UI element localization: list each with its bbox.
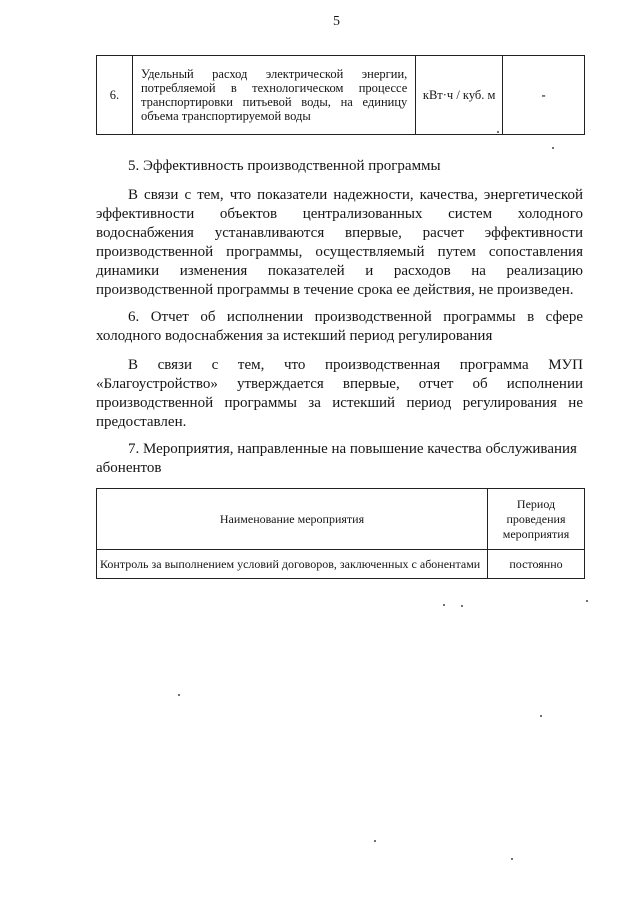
scan-speck <box>374 840 376 842</box>
table-row <box>97 56 585 135</box>
row-number: 6. <box>97 56 133 135</box>
section-6-text: В связи с тем, что производственная программа МУП «Благоустройство» утверждается впервые, отчет об исполнении производственной программы за истекший период регулирования не предоставлен. <box>96 357 583 430</box>
section-5-text: В связи с тем, что показатели надежности, качества, энергетической эффективности объектов централизованных систем холодного водоснабжения устанавливаются впервые, расчет эффективности производственной программы, осуществляемый путем сопоставления динамики изменения показателей и расходов на реализацию производственной программы в течение срока ее действия, не произведен. <box>96 187 583 298</box>
indicator-value: - <box>503 56 585 135</box>
scan-speck <box>540 715 542 717</box>
measure-period: постоянно <box>488 550 585 579</box>
page-number: 5 <box>333 14 340 29</box>
measure-name: Контроль за выполнением условий договоров, заключенных с абонентами <box>97 550 488 579</box>
energy-consumption-table <box>96 55 585 135</box>
scan-speck <box>461 605 463 607</box>
column-header-period: Период проведения мероприятия <box>488 489 585 550</box>
scan-speck <box>552 147 554 149</box>
section-5-heading: 5. Эффективность производственной программы <box>128 158 441 174</box>
scan-speck <box>178 694 180 696</box>
section-7-heading: 7. Мероприятия, направленные на повышение качества обслуживания абонентов <box>96 441 577 476</box>
scan-speck <box>443 604 445 606</box>
unit-of-measure: кВт·ч / куб. м <box>416 56 503 135</box>
indicator-description: Удельный расход электрической энергии, потребляемой в технологическом процессе транспортировки питьевой воды, на единицу объема транспортируемой воды <box>132 56 415 135</box>
table-row <box>97 550 585 579</box>
section-6-heading: 6. Отчет об исполнении производственной программы в сфере холодного водоснабжения за истекший период регулирования <box>96 309 583 344</box>
scan-speck <box>511 858 513 860</box>
scan-speck <box>586 600 588 602</box>
measures-table <box>96 488 585 579</box>
column-header-name: Наименование мероприятия <box>97 489 488 550</box>
table-header-row <box>97 489 585 550</box>
scan-speck <box>497 131 499 133</box>
